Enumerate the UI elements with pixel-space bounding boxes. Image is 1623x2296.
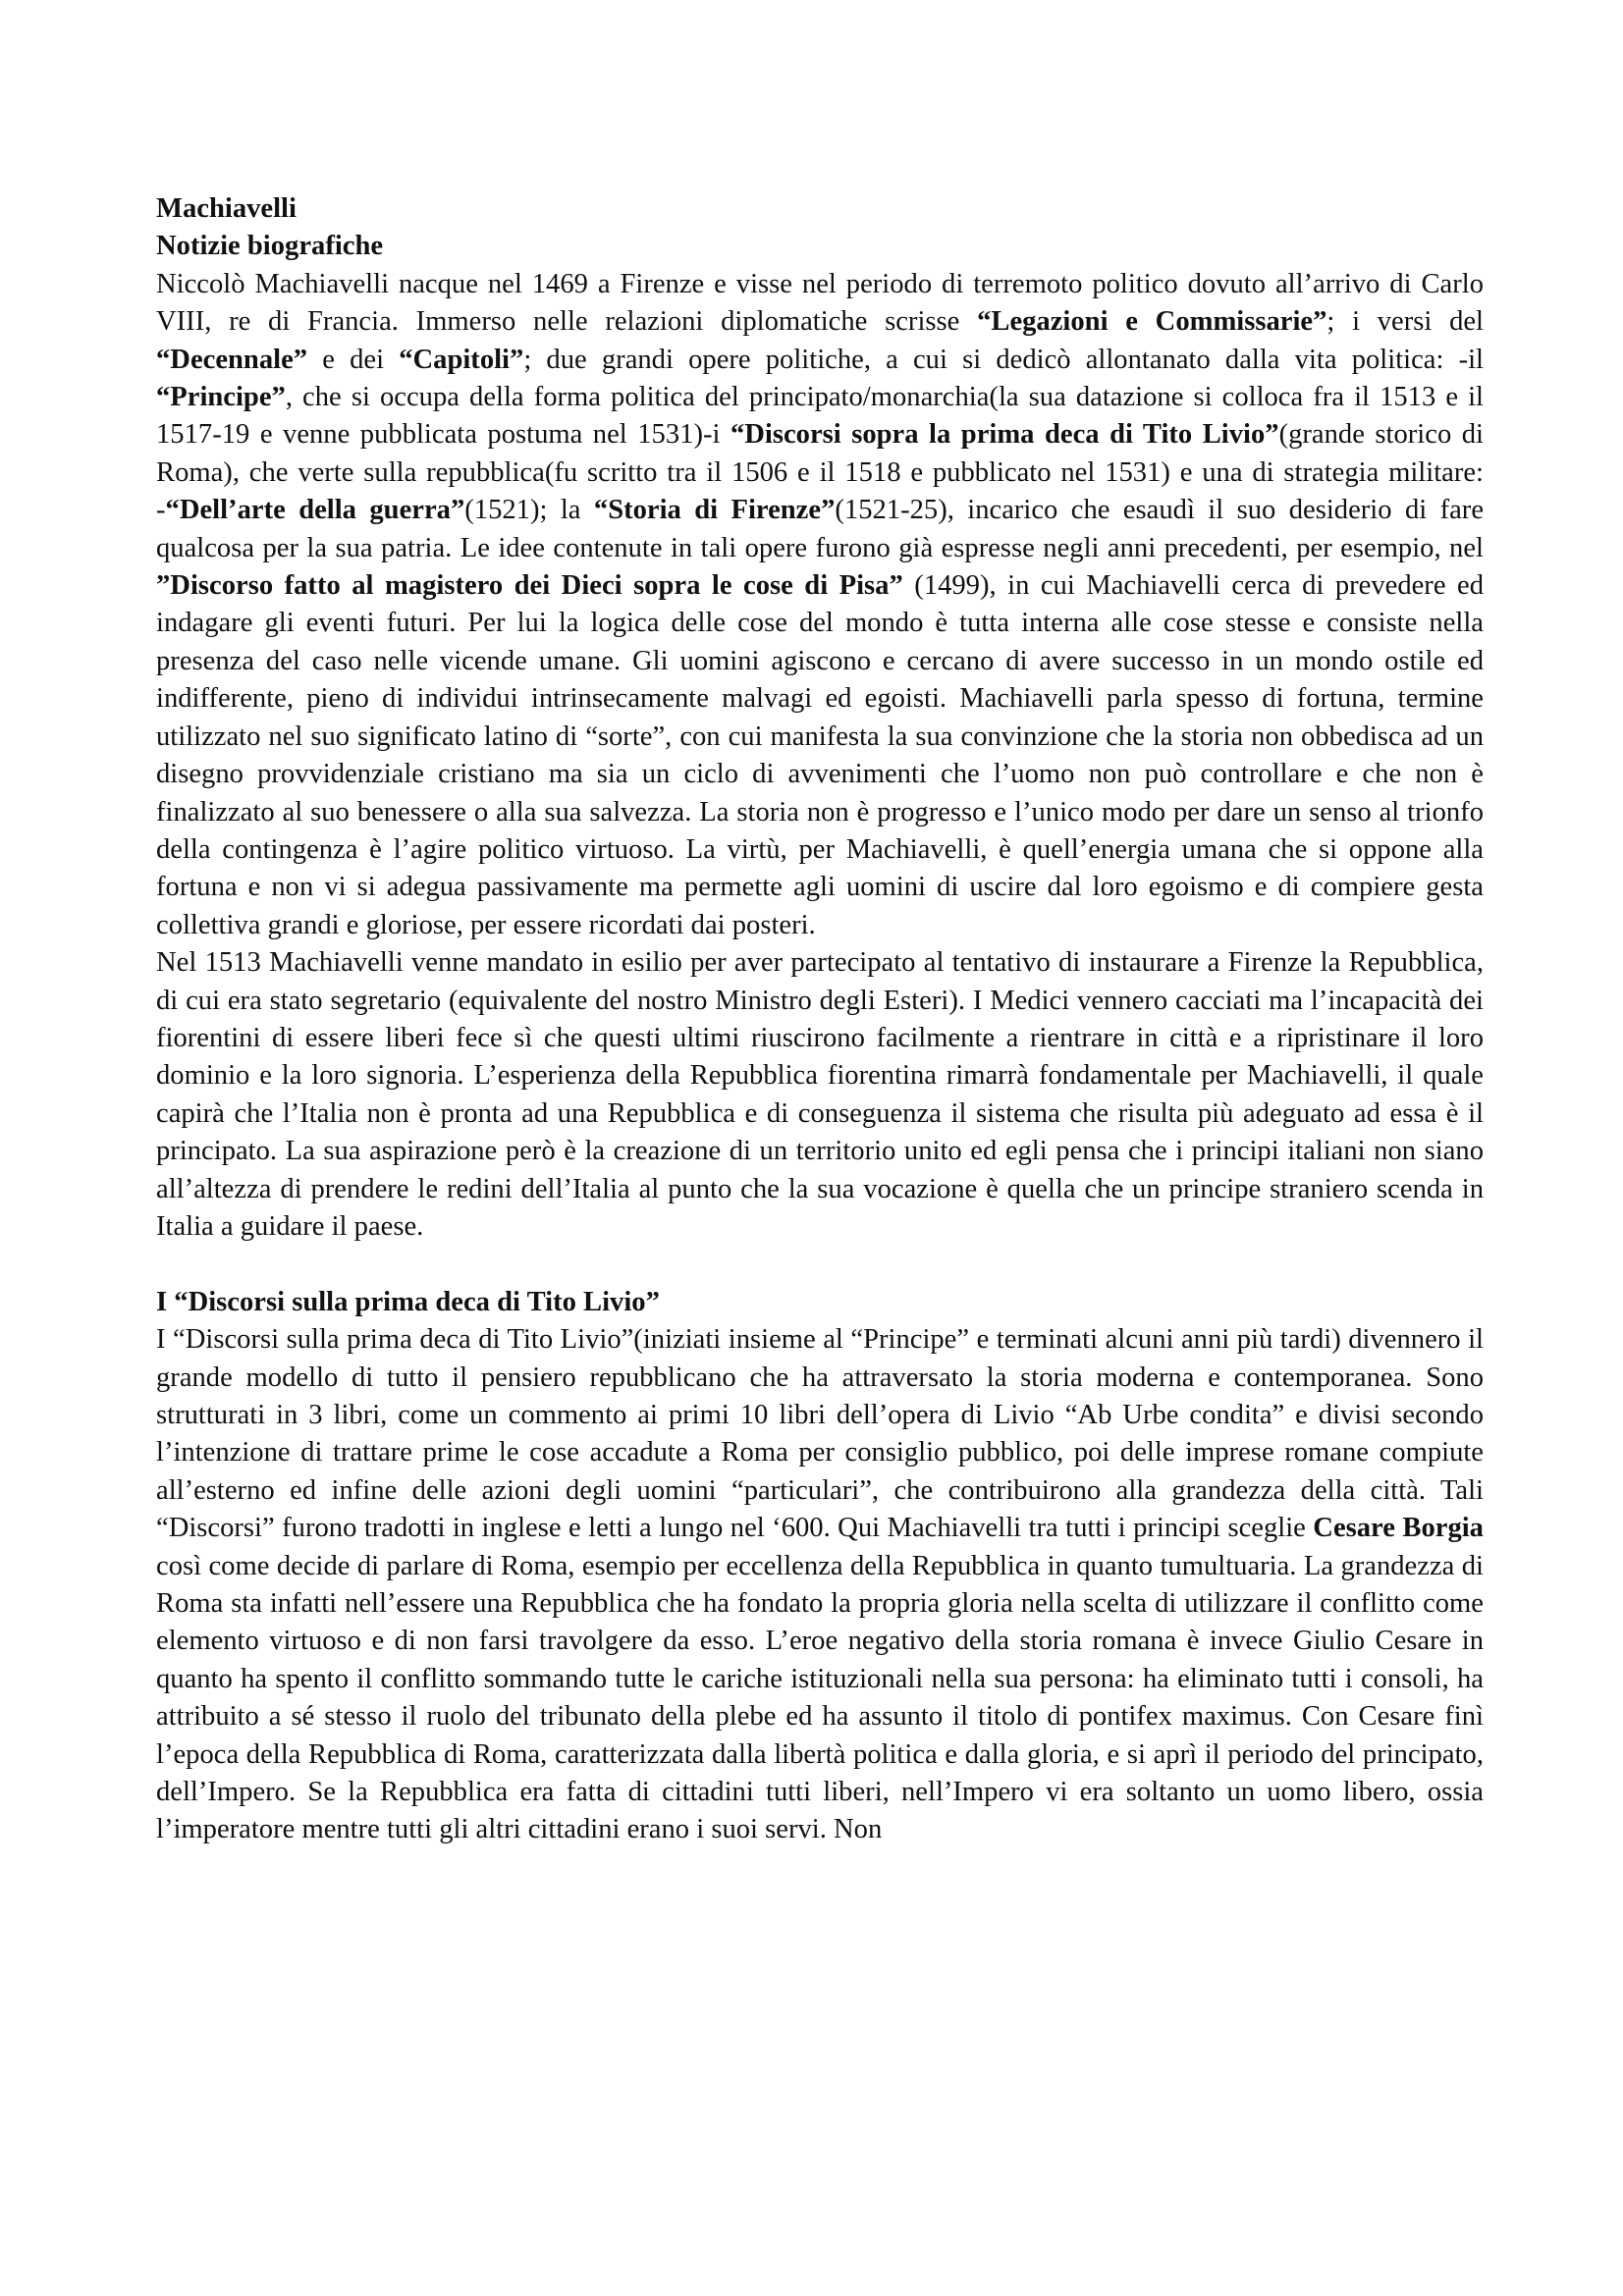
- work-title-legazioni: “Legazioni e Commissarie”: [977, 306, 1327, 338]
- name-cesare-borgia: Cesare Borgia: [1313, 1513, 1484, 1544]
- paragraph-discorsi-1: I “Discorsi sulla prima deca di Tito Livio”(iniziati insieme al “Principe” e terminati alcuni anni più tardi) divennero il grande modello di tutto il pensiero repubblicano che ha attraversato la storia moderna e contemporanea. Sono strutturati in 3 libri, come un commento ai primi 10 libri dell’opera di Livio “Ab Urbe condita” e divisi secondo l’intenzione di trattare prime le cose accadute a Roma per consiglio pubblico, poi delle imprese romane compiute all’esterno ed infine delle azioni degli uomini “particulari”, che contribuirono alla grandezza della città. Tali “Discorsi” furono tradotti in inglese e letti a lungo nel ‘600. Qui Machiavelli tra tutti i principi sceglie Cesare Borgia così come decide di parlare di Roma, esempio per eccellenza della Repubblica in quanto tumultuaria. La grandezza di Roma sta infatti nell’essere una Repubblica che ha fondato la propria gloria nella scelta di utilizzare il conflitto come elemento virtuoso e di non farsi travolgere da esso. L’eroe negativo della storia romana è invece Giulio Cesare in quanto ha spento il conflitto sommando tutte le cariche istituzionali nella sua persona: ha eliminato tutti i consoli, ha attribuito a sé stesso il ruolo del tribunato della plebe ed ha assunto il titolo di pontifex maximus. Con Cesare finì l’epoca della Repubblica di Roma, caratterizzata dalla libertà politica e dalla gloria, e si aprì il periodo del principato, dell’Impero. Se la Repubblica era fatta di cittadini tutti liberi, nell’Impero vi era soltanto un uomo libero, ossia l’imperatore mentre tutti gli altri cittadini erano i suoi servi. Non: [156, 1324, 1484, 1845]
- document-page: [156, 190, 1484, 1849]
- document-title: Machiavelli: [156, 193, 297, 224]
- work-title-discorsi: “Discorsi sopra la prima deca di Tito Livio”: [730, 419, 1279, 451]
- section-heading-discorsi: I “Discorsi sulla prima deca di Tito Livio”: [156, 1286, 660, 1317]
- section-heading-biography: Notizie biografiche: [156, 231, 384, 262]
- paragraph-biography-1: Niccolò Machiavelli nacque nel 1469 a Firenze e visse nel periodo di terremoto politico dovuto all’arrivo di Carlo VIII, re di Francia. Immerso nelle relazioni diplomatiche scrisse “Legazioni e Commissarie”; i versi del “Decennale” e dei “Capitoli”; due grandi opere politiche, a cui si dedicò allontanato dalla vita politica: -il “Principe”, che si occupa della forma politica del principato/monarchia(la sua datazione si colloca fra il 1513 e il 1517-19 e venne pubblicata postuma nel 1531)-i “Discorsi sopra la prima deca di Tito Livio”(grande storico di Roma), che verte sulla repubblica(fu scritto tra il 1506 e il 1518 e pubblicato nel 1531) e una di strategia militare: -“Dell’arte della guerra”(1521); la “Storia di Firenze”(1521-25), incarico che esaudì il suo desiderio di fare qualcosa per la sua patria. Le idee contenute in tali opere furono già espresse negli anni precedenti, per esempio, nel ”Discorso fatto al magistero dei Dieci sopra le cose di Pisa” (1499), in cui Machiavelli cerca di prevedere ed indagare gli eventi futuri. Per lui la logica delle cose del mondo è tutta interna alle cose stesse e consiste nella presenza del caso nelle vicende umane. Gli uomini agiscono e cercano di avere successo in un mondo ostile ed indifferente, pieno di individui intrinsecamente malvagi ed egoisti. Machiavelli parla spesso di fortuna, termine utilizzato nel suo significato latino di “sorte”, con cui manifesta la sua convinzione che la storia non obbedisca ad un disegno provvidenziale cristiano ma sia un ciclo di avvenimenti che l’uomo non può controllare e che non è finalizzato al suo benessere o alla sua salvezza. La storia non è progresso e l’unico modo per dare un senso al trionfo della contingenza è l’agire politico virtuoso. La virtù, per Machiavelli, è quell’energia umana che si oppone alla fortuna e non vi si adegua passivamente ma permette agli uomini di uscire dal loro egoismo e di compiere gesta collettiva grandi e gloriose, per essere ricordati dai posteri.: [156, 268, 1485, 940]
- work-title-decennale: “Decennale”: [156, 344, 308, 375]
- paragraph-biography-2: Nel 1513 Machiavelli venne mandato in esilio per aver partecipato al tentativo di instaurare a Firenze la Repubblica, di cui era stato segretario (equivalente del nostro Ministro degli Esteri). I Medici vennero cacciati ma l’incapacità dei fiorentini di essere liberi fece sì che questi ultimi riuscirono facilmente a rientrare in città e a ripristinare il loro dominio e la loro signoria. L’esperienza della Repubblica fiorentina rimarrà fondamentale per Machiavelli, il quale capirà che l’Italia non è pronta ad una Repubblica e di conseguenza il sistema che risulta più adeguato ad essa è il principato. La sua aspirazione però è la creazione di un territorio unito ed egli pensa che i principi italiani non siano all’altezza di prendere le redini dell’Italia al punto che la sua vocazione è quella che un principe straniero scenda in Italia a guidare il paese.: [156, 947, 1484, 1242]
- work-title-discorso-pisa: ”Discorso fatto al magistero dei Dieci sopra le cose di Pisa”: [156, 570, 903, 602]
- work-title-arte-guerra: “Dell’arte della guerra”: [165, 495, 465, 526]
- paragraph-spacer: [156, 1246, 1484, 1283]
- work-title-capitoli: “Capitoli”: [399, 344, 524, 375]
- work-title-storia-firenze: “Storia di Firenze”: [593, 495, 836, 526]
- work-title-principe: “Principe”: [156, 382, 286, 413]
